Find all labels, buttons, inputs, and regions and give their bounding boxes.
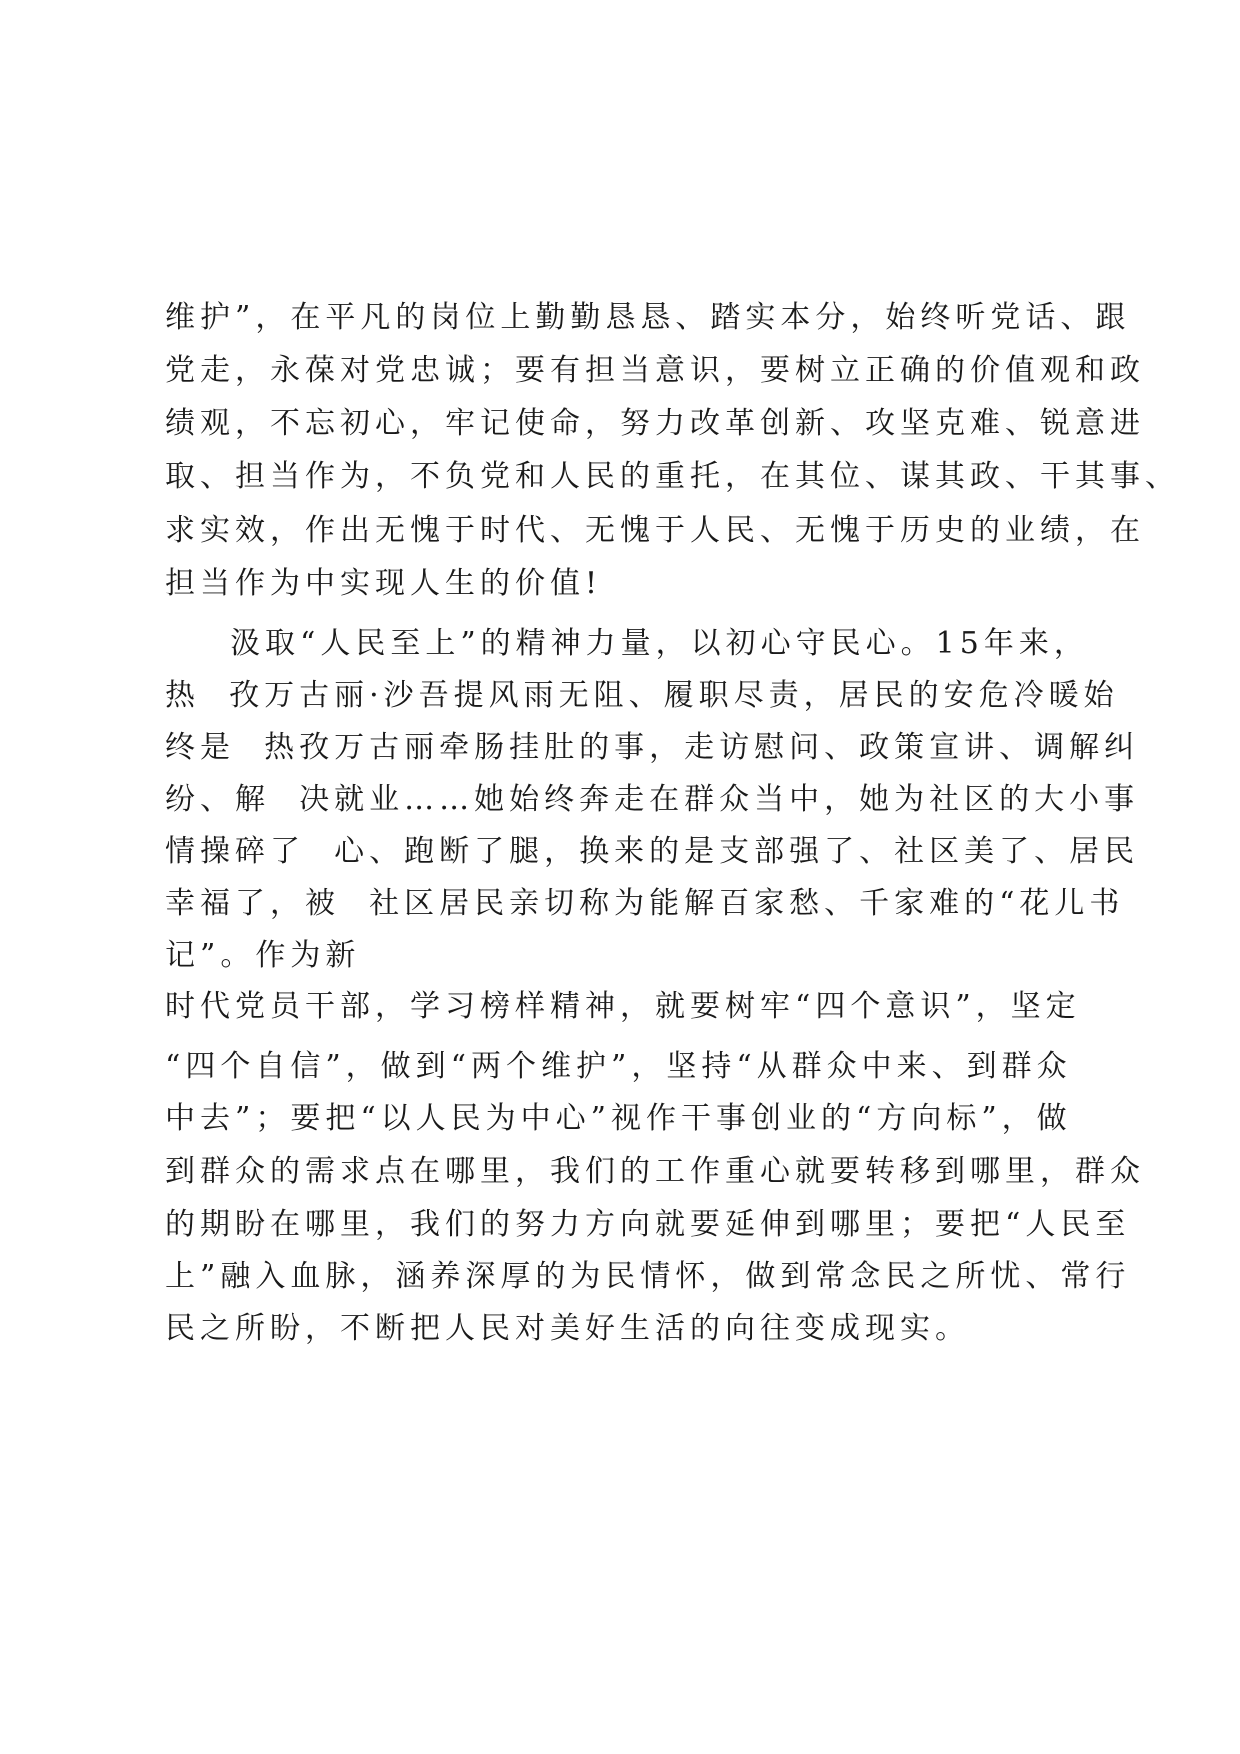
text-line: 热 孜万古丽·沙吾提风雨无阻、履职尽责，居民的安危冷暖始 <box>165 678 1119 713</box>
text-line: 情操碎了 心、跑断了腿，换来的是支部强了、社区美了、居民 <box>165 834 1140 869</box>
text-line: 到群众的需求点在哪里，我们的工作重心就要转移到哪里，群众 <box>165 1154 1145 1189</box>
text-line: 维护”，在平凡的岗位上勤勤恳恳、踏实本分，始终听党话、跟 <box>165 300 1131 335</box>
text-line: 求实效，作出无愧于时代、无愧于人民、无愧于历史的业绩，在 <box>165 513 1145 548</box>
text-line: 的期盼在哪里，我们的努力方向就要延伸到哪里；要把“人民至 <box>165 1207 1131 1242</box>
text-line: 党走，永葆对党忠诚；要有担当意识，要树立正确的价值观和政 <box>165 353 1145 388</box>
text-line: 绩观，不忘初心，牢记使命，努力改革创新、攻坚克难、锐意进 <box>165 406 1145 441</box>
text-line: 民之所盼，不断把人民对美好生活的向往变成现实。 <box>165 1311 970 1346</box>
text-line: 汲取“人民至上”的精神力量，以初心守民心。15年来， <box>230 626 1089 661</box>
text-line: 终是 热孜万古丽牵肠挂肚的事，走访慰问、政策宣讲、调解纠 <box>165 730 1140 765</box>
text-line: 上”融入血脉，涵养深厚的为民情怀，做到常念民之所忧、常行 <box>165 1259 1131 1294</box>
text-line: 中去”；要把“以人民为中心”视作干事创业的“方向标”，做 <box>165 1101 1072 1136</box>
text-line: 时代党员干部，学习榜样精神，就要树牢“四个意识”，坚定 <box>165 989 1081 1024</box>
text-line: 记”。作为新 <box>165 938 361 973</box>
text-line: 纷、解 决就业……她始终奔走在群众当中，她为社区的大小事 <box>165 782 1140 817</box>
text-line: 幸福了，被 社区居民亲切称为能解百家愁、千家难的“花儿书 <box>165 886 1125 921</box>
text-line: 担当作为中实现人生的价值! <box>165 566 603 601</box>
text-line: 取、担当作为，不负党和人民的重托，在其位、谋其政、干其事、 <box>165 459 1180 494</box>
text-line: “四个自信”，做到“两个维护”，坚持“从群众中来、到群众 <box>165 1049 1072 1084</box>
